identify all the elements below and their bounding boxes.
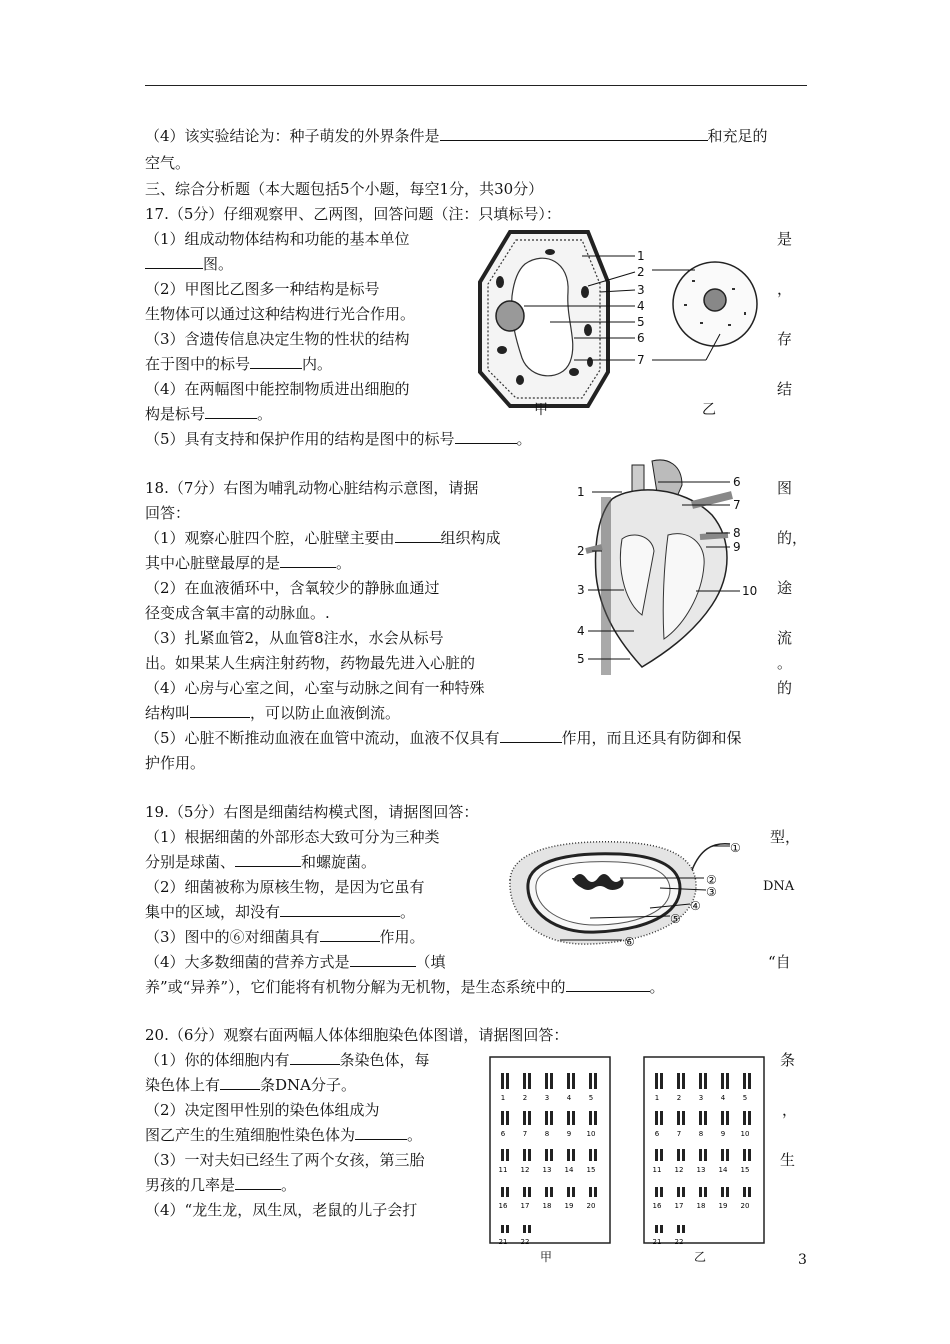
chromosome-number: 11 <box>498 1166 508 1174</box>
chromosome <box>743 1111 746 1125</box>
fig19-label: ② <box>706 873 717 887</box>
chromosome <box>501 1073 504 1089</box>
chromosome <box>572 1111 575 1125</box>
chromosome <box>721 1073 724 1089</box>
chromosome-number: 14 <box>718 1166 728 1174</box>
q17-l3: （2）甲图比乙图多一种结构是标号 <box>145 280 380 298</box>
chromosome-number: 15 <box>740 1166 750 1174</box>
chromosome <box>528 1111 531 1125</box>
chromosome <box>545 1187 548 1197</box>
chromosome <box>655 1073 658 1089</box>
answer-blank[interactable] <box>350 952 416 967</box>
chromosome-number: 14 <box>564 1166 574 1174</box>
chromosome <box>550 1149 553 1161</box>
chromosome <box>682 1111 685 1125</box>
q18-l11: （5）心脏不断推动血液在血管中流动，血液不仅具有 作用，而且还具有防御和保 <box>145 729 742 747</box>
fig17-label: 2 <box>637 265 645 279</box>
chromosome <box>594 1149 597 1161</box>
chromosome <box>506 1149 509 1161</box>
q19-l1: 19.（5分）右图是细菌结构模式图，请据图回答： <box>145 803 479 821</box>
fig17-label: 1 <box>637 249 645 263</box>
q20-l2: （1）你的体细胞内有 条染色体，每 <box>145 1051 430 1069</box>
chromosome-number: 7 <box>676 1130 682 1138</box>
chromosome-number: 22 <box>674 1238 684 1246</box>
q19-l4: （2）细菌被称为原核生物，是因为它虽有 <box>145 878 425 896</box>
q20-l8: （4）“龙生龙，凤生凤，老鼠的儿子会打 <box>145 1201 418 1219</box>
chromosome <box>567 1187 570 1197</box>
cell-diagram <box>470 222 770 422</box>
chromosome <box>589 1149 592 1161</box>
chromosome <box>748 1073 751 1089</box>
answer-blank[interactable] <box>455 429 517 444</box>
q18-l3-r: 的， <box>777 529 808 547</box>
chromosome <box>501 1225 504 1233</box>
chromosome-number: 17 <box>674 1202 684 1210</box>
chromosome <box>660 1111 663 1125</box>
chromosome-number: 22 <box>520 1238 530 1246</box>
chromosome <box>501 1187 504 1197</box>
chromosome <box>704 1073 707 1089</box>
fig18-label: 1 <box>577 485 585 499</box>
chromosome-number: 2 <box>522 1094 528 1102</box>
fig17-label: 3 <box>637 283 645 297</box>
fig19-label: ⑥ <box>624 935 635 949</box>
chromosome <box>682 1149 685 1161</box>
chromosome <box>550 1111 553 1125</box>
fig19-label: ③ <box>706 885 717 899</box>
q18-l10: 结构叫 ，可以防止血液倒流。 <box>145 704 401 722</box>
q20-l6-r: 生 <box>780 1151 796 1169</box>
chromosome <box>699 1073 702 1089</box>
q18-l2: 回答： <box>145 504 191 522</box>
page-number: 3 <box>798 1252 807 1268</box>
q19-l8: 养”或“异养”），它们能将有机物分解为无机物，是生态系统中的 。 <box>145 978 665 996</box>
flagellum <box>692 844 730 870</box>
chromosome <box>704 1149 707 1161</box>
chromosome <box>726 1073 729 1089</box>
q19-l2-r: 型， <box>770 828 801 846</box>
chromosome <box>655 1187 658 1197</box>
chromosome-number: 17 <box>520 1202 530 1210</box>
chromosome-number: 9 <box>720 1130 726 1138</box>
q17-l2: 图。 <box>145 253 233 275</box>
chromosome-number: 4 <box>566 1094 572 1102</box>
q16-line1: （4）该实验结论为：种子萌发的外界条件是 和充足的 <box>145 127 768 145</box>
chromosome <box>682 1187 685 1197</box>
chromosome <box>748 1111 751 1125</box>
chromosome <box>550 1187 553 1197</box>
q18-l7-r: 流 <box>777 629 793 647</box>
q19-l7: （4）大多数细菌的营养方式是 （填 <box>145 953 446 971</box>
answer-blank[interactable] <box>440 126 708 141</box>
q20-l5: 图乙产生的生殖细胞性染色体为 。 <box>145 1126 423 1144</box>
fig18-label: 7 <box>733 498 741 512</box>
chromosome <box>660 1187 663 1197</box>
fig-caption-yi: 乙 <box>694 1250 707 1264</box>
chromosome-number: 2 <box>676 1094 682 1102</box>
fig18-label: 3 <box>577 583 585 597</box>
answer-blank[interactable] <box>280 902 400 917</box>
q17-l7-r: 结 <box>777 380 793 398</box>
chromosome <box>545 1073 548 1089</box>
chromosome-number: 12 <box>520 1166 530 1174</box>
chromosome <box>506 1111 509 1125</box>
chromosome <box>501 1111 504 1125</box>
fig19-label: ④ <box>690 899 701 913</box>
chromosome <box>528 1073 531 1089</box>
chromosome <box>523 1149 526 1161</box>
chromosome <box>677 1225 680 1233</box>
chromosome <box>743 1187 746 1197</box>
chromosome <box>572 1073 575 1089</box>
fig18-label: 6 <box>733 475 741 489</box>
chromosome-number: 10 <box>740 1130 750 1138</box>
chromosome <box>545 1111 548 1125</box>
q18-l9-r: 的 <box>777 679 793 697</box>
answer-blank[interactable] <box>280 553 336 568</box>
answer-blank[interactable] <box>220 1075 260 1090</box>
chromosome-number: 20 <box>740 1202 750 1210</box>
fig18-label: 9 <box>733 540 741 554</box>
fig18-label: 5 <box>577 652 585 666</box>
q17-l5: （3）含遗传信息决定生物的性状的结构 <box>145 330 410 348</box>
chromosome <box>594 1187 597 1197</box>
q17-l9: （5）具有支持和保护作用的结构是图中的标号 。 <box>145 430 532 448</box>
chromosome <box>655 1111 658 1125</box>
karyotype-yi <box>653 1073 751 1246</box>
chromosome <box>677 1187 680 1197</box>
chromosome <box>567 1149 570 1161</box>
chromosome-number: 19 <box>718 1202 728 1210</box>
q20-l1: 20.（6分）观察右面两幅人体体细胞染色体图谱，请据图回答： <box>145 1026 569 1044</box>
chromosome <box>528 1225 531 1233</box>
chromosome <box>572 1187 575 1197</box>
fig17-label: 4 <box>637 299 645 313</box>
q18-l9: （4）心房与心室之间，心室与动脉之间有一种特殊 <box>145 679 485 697</box>
chromosome-number: 1 <box>654 1094 660 1102</box>
heart-diagram <box>572 455 772 675</box>
chromosome <box>528 1187 531 1197</box>
q17-l4: 生物体可以通过这种结构进行光合作用。 <box>145 305 416 323</box>
chromosome-number: 1 <box>500 1094 506 1102</box>
bacterium-diagram <box>500 830 770 955</box>
fig-caption-jia: 甲 <box>540 1250 553 1264</box>
answer-blank[interactable] <box>395 528 441 543</box>
chromosome <box>721 1187 724 1197</box>
chromosome <box>523 1073 526 1089</box>
q17-l7: （4）在两幅图中能控制物质进出细胞的 <box>145 380 410 398</box>
chromosome <box>567 1073 570 1089</box>
chromosome <box>721 1149 724 1161</box>
chromosome <box>550 1073 553 1089</box>
answer-blank[interactable] <box>320 927 380 942</box>
chromosome <box>721 1111 724 1125</box>
chromosome <box>660 1149 663 1161</box>
chromosome-number: 5 <box>742 1094 748 1102</box>
chromosome <box>589 1187 592 1197</box>
q18-l1: 18.（7分）右图为哺乳动物心脏结构示意图，请据 <box>145 479 479 497</box>
q18-l7: （3）扎紧血管2，从血管8注水，水会从标号 <box>145 629 444 647</box>
chromosome <box>655 1225 658 1233</box>
plant-cell <box>480 232 608 406</box>
chromosome-number: 10 <box>586 1130 596 1138</box>
chromosome <box>589 1073 592 1089</box>
answer-blank[interactable] <box>355 1125 407 1140</box>
answer-blank[interactable] <box>190 703 250 718</box>
q17-l6: 在于图中的标号 内。 <box>145 355 333 373</box>
fig18-label: 10 <box>742 584 758 598</box>
chromosome-number: 19 <box>564 1202 574 1210</box>
animal-cell <box>673 262 757 346</box>
chromosome <box>677 1073 680 1089</box>
chromosome <box>589 1111 592 1125</box>
chromosome-number: 21 <box>498 1238 508 1246</box>
q18-l3: （1）观察心脏四个腔，心脏壁主要由 组织构成 <box>145 529 501 547</box>
chromosome <box>506 1187 509 1197</box>
chromosome-number: 3 <box>698 1094 704 1102</box>
chromosome-number: 16 <box>652 1202 662 1210</box>
fig17-label: 6 <box>637 331 645 345</box>
chromosome-number: 12 <box>674 1166 684 1174</box>
q17-l1: （1）组成动物体结构和功能的基本单位 <box>145 230 410 248</box>
chromosome-number: 13 <box>696 1166 706 1174</box>
chromosome <box>726 1111 729 1125</box>
chromosome <box>594 1111 597 1125</box>
q17-l3-r: ， <box>777 280 793 298</box>
fig18-label: 4 <box>577 624 585 638</box>
fig19-label: ① <box>730 841 741 855</box>
q18-l6: 径变成含氧丰富的动脉血。. <box>145 604 330 622</box>
chromosome <box>506 1225 509 1233</box>
chromosome <box>655 1149 658 1161</box>
chromosome <box>699 1187 702 1197</box>
fig17-label: 7 <box>637 353 645 367</box>
chromosome <box>501 1149 504 1161</box>
chromosome-number: 21 <box>652 1238 662 1246</box>
fig18-label: 8 <box>733 526 741 540</box>
chromosome-number: 8 <box>544 1130 550 1138</box>
chromosome-number: 6 <box>500 1130 506 1138</box>
fig-caption-jia: 甲 <box>534 402 548 418</box>
chromosome-number: 3 <box>544 1094 550 1102</box>
karyotype-jia <box>499 1073 597 1246</box>
chromosome <box>699 1149 702 1161</box>
chromosome-number: 18 <box>696 1202 706 1210</box>
q18-l1-r: 图 <box>777 479 793 497</box>
chromosome-number: 6 <box>654 1130 660 1138</box>
q17-l1-r: 是 <box>777 230 793 248</box>
section-heading: 三、综合分析题（本大题包括5个小题，每空1分，共30分） <box>145 180 544 198</box>
chromosome <box>567 1111 570 1125</box>
fig17-label: 5 <box>637 315 645 329</box>
q17-l5-r: 存 <box>777 330 793 348</box>
chromosome <box>660 1225 663 1233</box>
chromosome-number: 16 <box>498 1202 508 1210</box>
chromosome <box>506 1073 509 1089</box>
answer-blank[interactable] <box>235 1175 281 1190</box>
chromosome-number: 9 <box>566 1130 572 1138</box>
chromosome <box>704 1111 707 1125</box>
q20-l4-r: ， <box>782 1101 798 1119</box>
header-rule <box>145 85 807 86</box>
answer-blank[interactable] <box>500 728 562 743</box>
answer-blank[interactable] <box>566 977 650 992</box>
q19-l5: 集中的区域，却没有 。 <box>145 903 416 921</box>
answer-blank[interactable] <box>205 404 257 419</box>
chromosome <box>523 1111 526 1125</box>
karyotype-figure <box>488 1055 780 1265</box>
chromosome <box>528 1149 531 1161</box>
answer-blank[interactable] <box>250 354 302 369</box>
q19-l6: （3）图中的⑥对细菌具有 作用。 <box>145 928 425 946</box>
q17-title: 17.（5分）仔细观察甲、乙两图，回答问题（注：只填标号）： <box>145 205 561 223</box>
chromosome-number: 4 <box>720 1094 726 1102</box>
chromosome <box>743 1073 746 1089</box>
chromosome-number: 11 <box>652 1166 662 1174</box>
fig18-label: 2 <box>577 544 585 558</box>
q18-l5-r: 途 <box>777 579 793 597</box>
answer-blank[interactable] <box>290 1050 340 1065</box>
chromosome <box>743 1149 746 1161</box>
q18-l4: 其中心脏壁最厚的是 。 <box>145 554 352 572</box>
chromosome <box>545 1149 548 1161</box>
chromosome <box>682 1225 685 1233</box>
chromosome <box>704 1187 707 1197</box>
chromosome <box>699 1111 702 1125</box>
q20-l2-r: 条 <box>780 1051 796 1069</box>
q18-l8-r: 。 <box>777 654 793 672</box>
chromosome <box>523 1225 526 1233</box>
q19-l4-r: DNA <box>763 879 795 894</box>
chromosome <box>523 1187 526 1197</box>
chromosome <box>677 1111 680 1125</box>
chromosome <box>726 1187 729 1197</box>
q19-l7-r: “自 <box>768 953 791 971</box>
chromosome <box>748 1149 751 1161</box>
chromosome <box>594 1073 597 1089</box>
answer-blank[interactable] <box>145 254 203 269</box>
q18-l8: 出。如果某人生病注射药物，药物最先进入心脏的 <box>145 654 476 672</box>
chromosome <box>572 1149 575 1161</box>
q19-l3: 分别是球菌、 和螺旋菌。 <box>145 853 377 871</box>
q18-l12: 护作用。 <box>145 754 206 772</box>
q20-l3: 染色体上有 条DNA分子。 <box>145 1076 356 1094</box>
chromosome <box>660 1073 663 1089</box>
chromosome <box>677 1149 680 1161</box>
q20-l4: （2）决定图甲性别的染色体组成为 <box>145 1101 380 1119</box>
chromosome <box>748 1187 751 1197</box>
chromosome-number: 20 <box>586 1202 596 1210</box>
chromosome-number: 15 <box>586 1166 596 1174</box>
q18-l5: （2）在血液循环中，含氧较少的静脉血通过 <box>145 579 440 597</box>
q19-l2: （1）根据细菌的外部形态大致可分为三种类 <box>145 828 440 846</box>
q20-l6: （3）一对夫妇已经生了两个女孩，第三胎 <box>145 1151 425 1169</box>
chromosome-number: 5 <box>588 1094 594 1102</box>
fig-caption-yi: 乙 <box>702 402 716 418</box>
chromosome-number: 8 <box>698 1130 704 1138</box>
q17-l8: 构是标号 。 <box>145 405 273 423</box>
chromosome-number: 7 <box>522 1130 528 1138</box>
fig19-label: ⑤ <box>670 912 681 926</box>
answer-blank[interactable] <box>235 852 301 867</box>
chromosome-number: 18 <box>542 1202 552 1210</box>
q16-line2: 空气。 <box>145 154 191 172</box>
chromosome <box>726 1149 729 1161</box>
chromosome <box>682 1073 685 1089</box>
q20-l7: 男孩的几率是 。 <box>145 1176 297 1194</box>
chromosome-number: 13 <box>542 1166 552 1174</box>
